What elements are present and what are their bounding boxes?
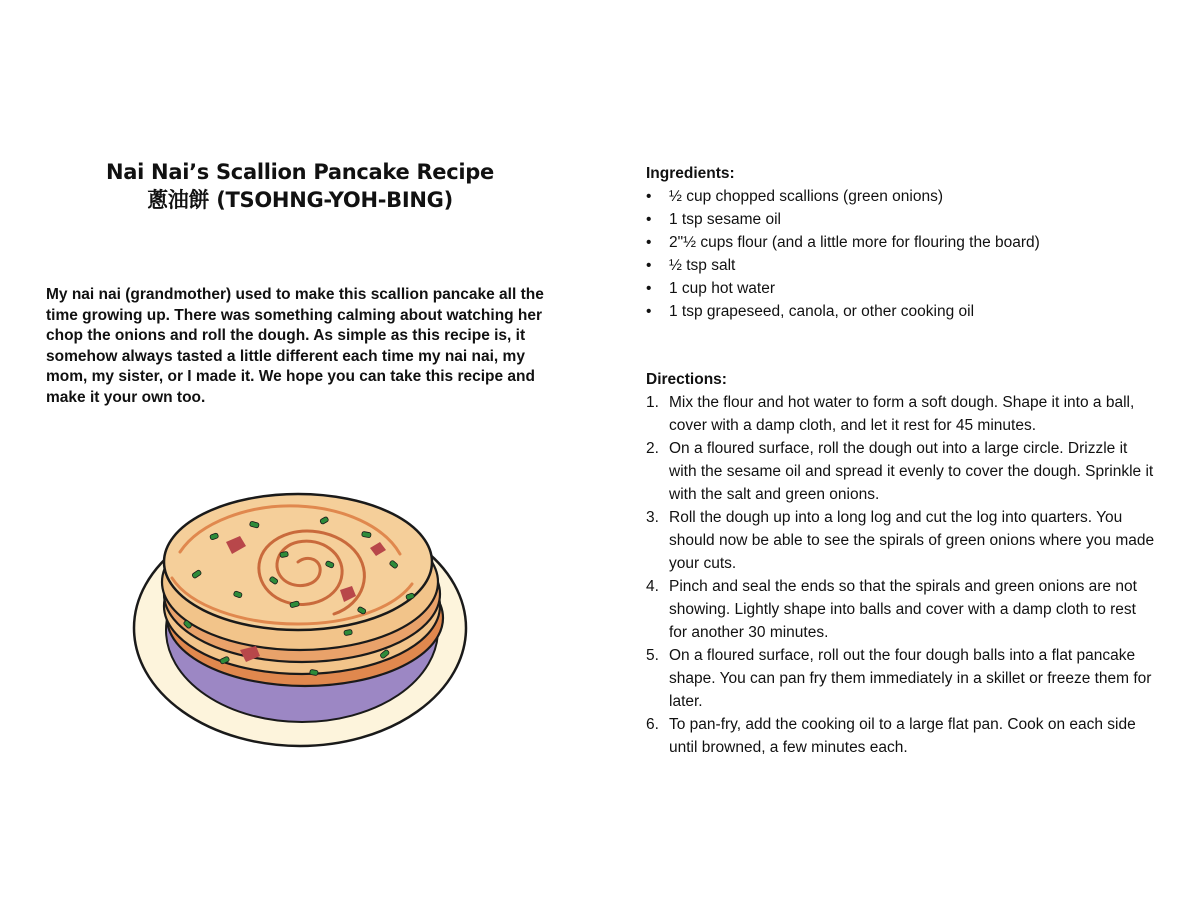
directions-list — [646, 391, 1158, 759]
recipe-title-chinese: 蔥油餅 (TSOHNG-YOH-BING) — [147, 188, 453, 212]
step-text: On a floured surface, roll the dough out into a large circle. Drizzle it with the sesame oil and spread it evenly to cover the dough. Sprinkle it with the salt and green onions. — [669, 440, 1154, 503]
ingredient-text: 1 tsp grapeseed, canola, or other cooking oil — [669, 303, 975, 320]
step-text: To pan-fry, add the cooking oil to a large flat pan. Cook on each side until browned, a few minutes each. — [669, 716, 1136, 756]
ingredients-list — [646, 185, 1166, 323]
step-text: On a floured surface, roll out the four dough balls into a flat pancake shape. You can pan fry them immediately in a skillet or freeze them for later. — [669, 647, 1152, 710]
bullet-icon: • — [646, 257, 652, 274]
ingredient-text: 2"½ cups flour (and a little more for flouring the board) — [669, 234, 1040, 251]
directions-section — [646, 368, 1158, 759]
direction-step — [646, 644, 1158, 713]
step-number: 6. — [646, 716, 659, 733]
step-number: 1. — [646, 394, 659, 411]
ingredient-text: 1 cup hot water — [669, 280, 775, 297]
intro-paragraph: My nai nai (grandmother) used to make this scallion pancake all the time growing up. There was something calming about watching her chop the onions and roll the dough. As simple as this recipe is, it somehow always tasted a little different each time my nai nai, my mom, my sister, or I made it. We hope you can take this recipe and make it your own too. — [46, 286, 544, 406]
recipe-title — [60, 158, 540, 214]
scallion-pancake-illustration — [130, 482, 470, 752]
bullet-icon: • — [646, 303, 652, 320]
ingredient-text: ½ cup chopped scallions (green onions) — [669, 188, 944, 205]
bullet-icon: • — [646, 188, 652, 205]
step-number: 5. — [646, 647, 659, 664]
ingredient-item — [646, 300, 1166, 323]
bullet-icon: • — [646, 211, 652, 228]
ingredient-text: ½ tsp salt — [669, 257, 736, 274]
bullet-icon: • — [646, 234, 652, 251]
ingredient-item — [646, 185, 1166, 208]
ingredient-item — [646, 254, 1166, 277]
direction-step — [646, 391, 1158, 437]
direction-step — [646, 713, 1158, 759]
step-text: Mix the flour and hot water to form a soft dough. Shape it into a ball, cover with a damp cloth, and let it rest for 45 minutes. — [669, 394, 1135, 434]
ingredient-item — [646, 277, 1166, 300]
ingredient-text: 1 tsp sesame oil — [669, 211, 781, 228]
ingredient-item — [646, 208, 1166, 231]
bullet-icon: • — [646, 280, 652, 297]
recipe-title-english: Nai Nai’s Scallion Pancake Recipe — [106, 160, 494, 184]
step-text: Roll the dough up into a long log and cut the log into quarters. You should now be able to see the spirals of green onions where you made your cuts. — [669, 509, 1155, 572]
step-text: Pinch and seal the ends so that the spirals and green onions are not showing. Lightly shape into balls and cover with a damp cloth to rest for another 30 minutes. — [669, 578, 1137, 641]
direction-step — [646, 437, 1158, 506]
ingredients-heading: Ingredients: — [646, 165, 735, 182]
direction-step — [646, 575, 1158, 644]
step-number: 2. — [646, 440, 659, 457]
ingredients-section — [646, 162, 1166, 323]
direction-step — [646, 506, 1158, 575]
ingredient-item — [646, 231, 1166, 254]
directions-heading: Directions: — [646, 371, 727, 388]
step-number: 3. — [646, 509, 659, 526]
step-number: 4. — [646, 578, 659, 595]
